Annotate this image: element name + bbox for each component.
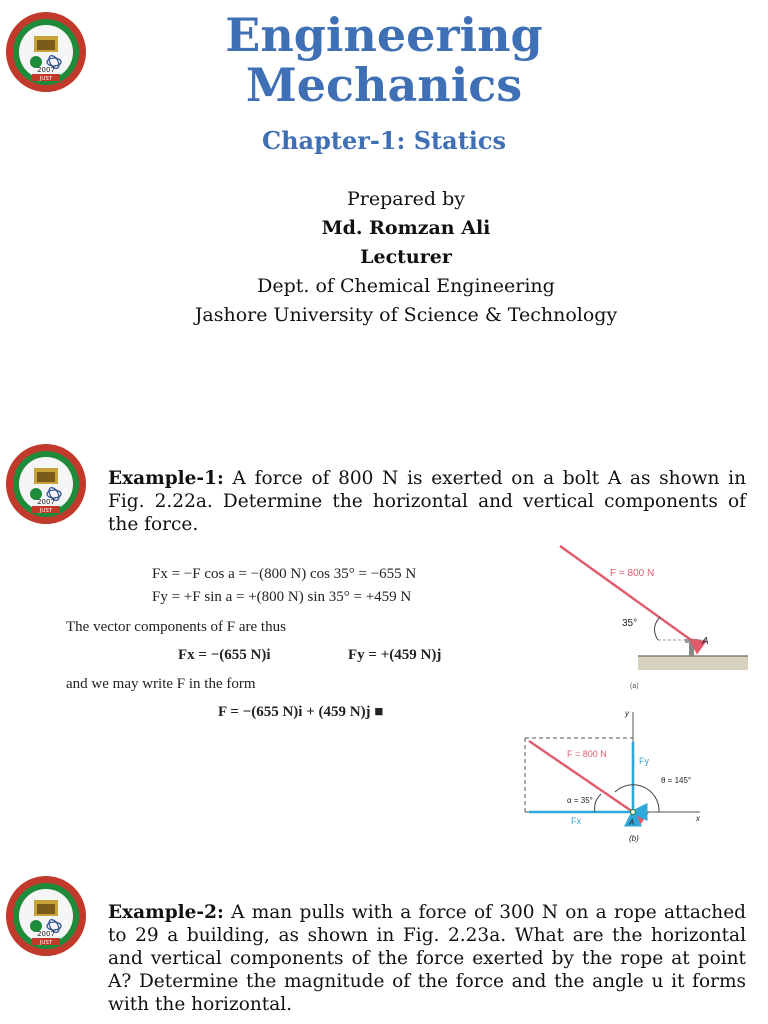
example-1-statement bbox=[108, 467, 746, 536]
svg-text:JUST: JUST bbox=[39, 508, 53, 514]
svg-text:2007: 2007 bbox=[37, 498, 55, 506]
author-position: Lecturer bbox=[360, 246, 452, 268]
figure-a bbox=[548, 538, 753, 690]
theta-label: θ = 145° bbox=[661, 776, 692, 785]
logo-emblem-icon bbox=[4, 442, 88, 526]
author-name: Md. Romzan Ali bbox=[321, 217, 491, 239]
chapter-title: Chapter-1: Statics bbox=[261, 126, 507, 155]
svg-text:JUST: JUST bbox=[39, 940, 53, 946]
fy-label: Fy bbox=[639, 756, 649, 766]
force-label: F = 800 N bbox=[610, 568, 655, 579]
example-2-label: Example-2: bbox=[108, 902, 224, 923]
author-info bbox=[0, 185, 768, 330]
example-1-text: A force of 800 N is exerted on a bolt A as shown in Fig. 2.22a. Determine the horizontal and vertical components of the force. bbox=[108, 468, 746, 535]
force-label: F = 800 N bbox=[567, 749, 607, 759]
ground-surface bbox=[638, 656, 748, 670]
equation-fx: Fx = −F cos a = −(800 N) cos 35° = −655 N bbox=[152, 566, 417, 582]
alpha-label: α = 35° bbox=[567, 796, 593, 805]
svg-text:2007: 2007 bbox=[37, 930, 55, 938]
component-fy: Fy = +(459 N)j bbox=[348, 647, 442, 663]
point-a-label: A bbox=[702, 636, 709, 647]
university-logo bbox=[4, 442, 88, 526]
department: Dept. of Chemical Engineering bbox=[257, 275, 555, 297]
prepared-by: Prepared by bbox=[346, 188, 466, 210]
component-fx: Fx = −(655 N)i bbox=[178, 647, 271, 663]
svg-text:2007: 2007 bbox=[37, 66, 55, 74]
title-line-2: Mechanics bbox=[245, 58, 523, 112]
fx-label: Fx bbox=[571, 816, 581, 826]
logo-emblem-icon bbox=[4, 874, 88, 958]
point-a-label: A bbox=[629, 818, 635, 827]
x-axis-label: x bbox=[696, 814, 700, 823]
university-logo bbox=[4, 874, 88, 958]
write-form-text: and we may write F in the form bbox=[66, 676, 256, 692]
example-2-statement bbox=[108, 901, 746, 1016]
caption-b: (b) bbox=[629, 834, 639, 843]
example-2-text: A man pulls with a force of 300 N on a rope attached to 29 a building, as shown in Fig. 2.23a. What are the horizontal and vertical components of the force exerted by the rope at point A? Determine the magnitude of the force and the angle u it forms with the horizontal. bbox=[108, 902, 746, 1015]
final-equation: F = −(655 N)i + (459 N)j ■ bbox=[218, 704, 384, 720]
title-line-1: Engineering bbox=[225, 8, 543, 62]
example-1-label: Example-1: bbox=[108, 468, 224, 489]
svg-text:JUST: JUST bbox=[39, 76, 53, 82]
vector-components-text: The vector components of F are thus bbox=[66, 619, 286, 635]
equation-fy: Fy = +F sin a = +(800 N) sin 35° = +459 N bbox=[152, 589, 412, 605]
university: Jashore University of Science & Technology bbox=[194, 304, 618, 326]
y-axis-label: y bbox=[625, 709, 629, 718]
angle-label: 35° bbox=[622, 618, 638, 629]
caption-a: (a) bbox=[630, 683, 639, 690]
figure-b bbox=[515, 704, 720, 849]
theta-arc bbox=[615, 785, 659, 812]
